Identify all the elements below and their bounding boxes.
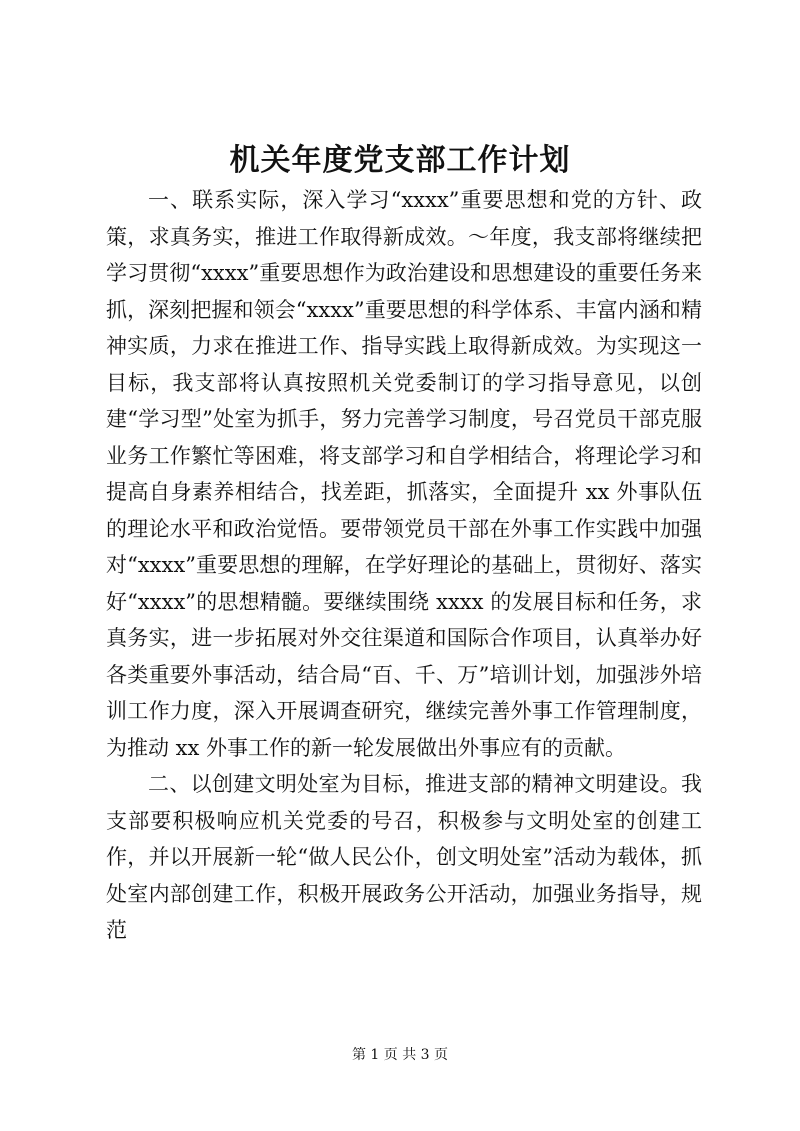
paragraph-2: 二、以创建文明处室为目标，推进支部的精神文明建设。我支部要积极响应机关党委的号召，积极参与文明处室的创建工作，并以开展新一轮“做人民公仆，创文明处室”活动为载体，抓处室内部创建工作，积极开展政务公开活动，加强业务指导，规范: [106, 772, 702, 942]
paragraph-1: 一、联系实际，深入学习“xxxx”重要思想和党的方针、政策，求真务实，推进工作取得新成效。～年度，我支部将继续把学习贯彻“xxxx”重要思想作为政治建设和思想建设的重要任务来抓，深刻把握和领会“xxxx”重要思想的科学体系、丰富内涵和精神实质，力求在推进工作、指导实践上取得新成效。为实现这一目标，我支部将认真按照机关党委制订的学习指导意见，以创建“学习型”处室为抓手，努力完善学习制度，号召党员干部克服业务工作繁忙等困难，将支部学习和自学相结合，将理论学习和提高自身素养相结合，找差距，抓落实，全面提升 xx 外事队伍的理论水平和政治觉悟。要带领党员干部在外事工作实践中加强对“xxxx”重要思想的理解，在学好理论的基础上，贯彻好、落实好“xxxx”的思想精髓。要继续围绕 xxxx 的发展目标和任务，求真务实，进一步拓展对外交往渠道和国际合作项目，认真举办好各类重要外事活动，结合局“百、千、万”培训计划，加强涉外培训工作力度，深入开展调查研究，继续完善外事工作管理制度，为推动 xx 外事工作的新一轮发展做出外事应有的贡献。: [106, 188, 702, 760]
document-body: [106, 182, 702, 949]
page-footer: 第 1 页 共 3 页: [351, 1047, 449, 1063]
document-title: 机关年度党支部工作计划: [229, 143, 571, 178]
